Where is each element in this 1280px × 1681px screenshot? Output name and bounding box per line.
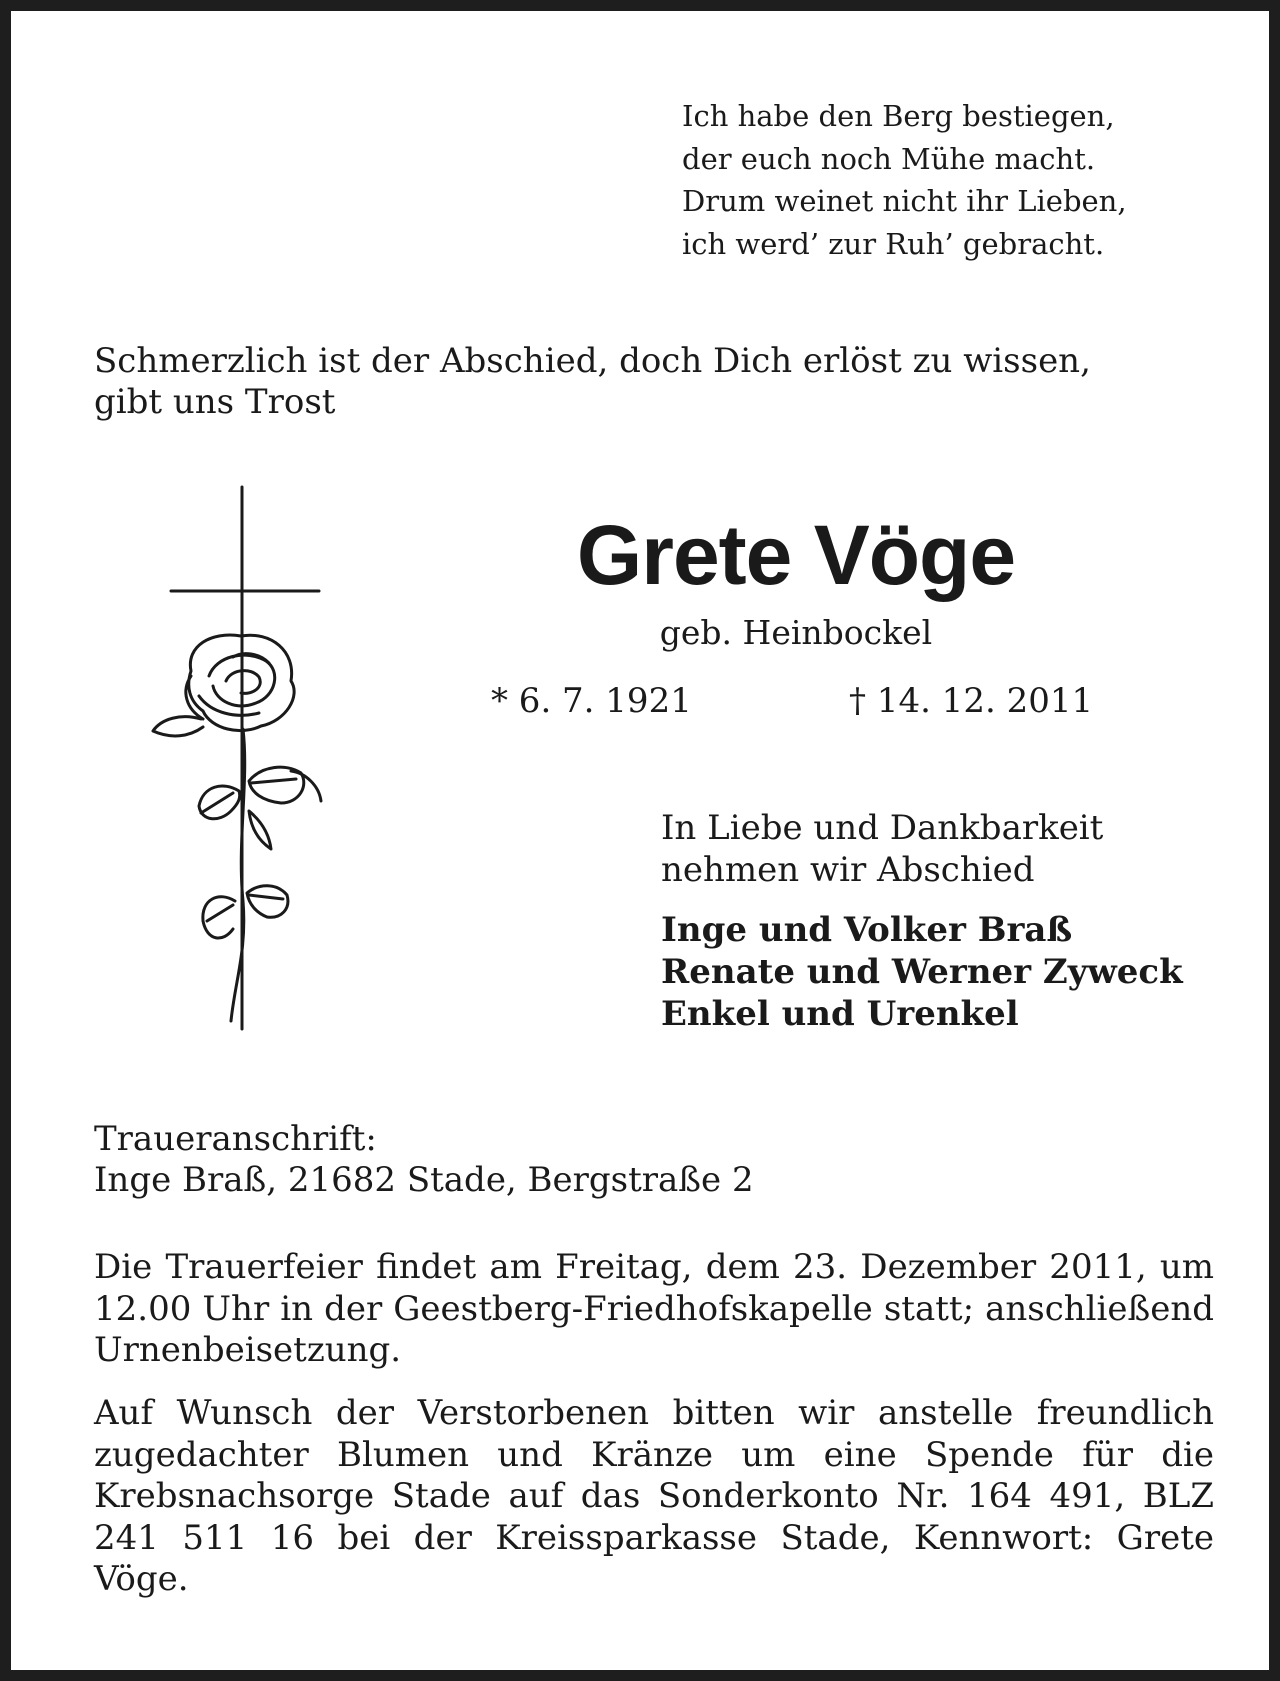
thanks-text: In Liebe und Dankbarkeit nehmen wir Abschied: [661, 808, 1104, 890]
poem: Ich habe den Berg bestiegen, der euch noch Mühe macht. Drum weinet nicht ihr Lieben, ich werd’ zur Ruh’ gebracht.: [682, 99, 1127, 261]
death-date: † 14. 12. 2011: [849, 681, 1094, 721]
deceased-name: Grete Vöge: [576, 508, 1016, 602]
donation-paragraph: Auf Wunsch der Verstorbenen bitten wir anstelle freundlich zugedachter Blumen und Kränze um eine Spende für die Krebsnachsorge Stade auf das Sonderkonto Nr. 164 491, BLZ 241 511 16 bei der Kreissparkasse Stade, Kennwort: Grete Vöge.: [94, 1393, 1214, 1599]
family-member: Enkel und Urenkel: [661, 994, 1019, 1034]
cross-with-rose-icon: [131, 481, 351, 1041]
mourning-address: Traueranschrift: Inge Braß, 21682 Stade, Bergstraße 2: [94, 1119, 754, 1200]
intro-text: Schmerzlich ist der Abschied, doch Dich erlöst zu wissen, gibt uns Trost: [94, 341, 1091, 422]
family-member: Inge und Volker Braß: [661, 910, 1073, 950]
family-list: [661, 909, 1183, 1035]
maiden-name: geb. Heinbockel: [659, 613, 933, 652]
family-member: Renate und Werner Zyweck: [661, 952, 1183, 992]
birth-date: * 6. 7. 1921: [491, 681, 692, 721]
ceremony-paragraph: Die Trauerfeier findet am Freitag, dem 23. Dezember 2011, um 12.00 Uhr in der Geestberg-Friedhofskapelle statt; anschließend Urnenbeisetzung.: [94, 1247, 1214, 1370]
